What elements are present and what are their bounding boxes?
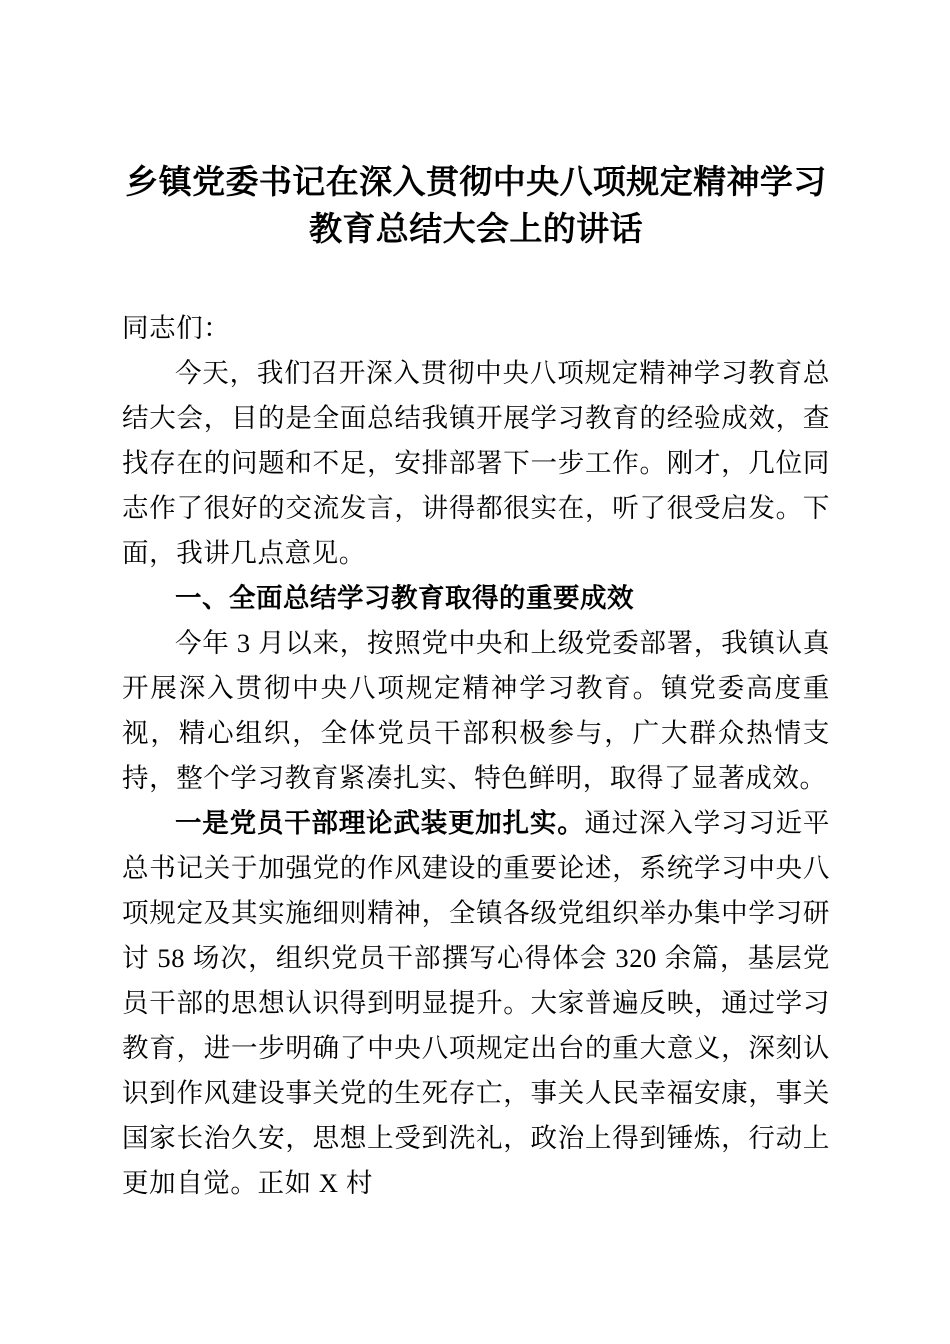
opening-paragraph: 今天，我们召开深入贯彻中央八项规定精神学习教育总结大会，目的是全面总结我镇开展学习教育的经验成效，查找存在的问题和不足，安排部署下一步工作。刚才，几位同志作了很好的交流发言，讲得都很实在，听了很受启发。下面，我讲几点意见。 [122,358,830,568]
point-one-lead: 一是党员干部理论武装更加扎实。 [175,808,585,838]
section-one-intro-paragraph: 今年 3 月以来，按照党中央和上级党委部署，我镇认真开展深入贯彻中央八项规定精神学习教育。镇党委高度重视，精心组织，全体党员干部积极参与，广大群众热情支持，整个学习教育紧凑扎实、特色鲜明，取得了显著成效。 [122,628,830,793]
salutation: 同志们： [122,313,231,343]
page-title: 乡镇党委书记在深入贯彻中央八项规定精神学习教育总结大会上的讲话 [125,165,827,248]
document-content [122,160,830,1206]
point-one-body: 通过深入学习习近平总书记关于加强党的作风建设的重要论述，系统学习中央八项规定及其实施细则精神，全镇各级党组织举办集中学习研讨 58 场次，组织党员干部撰写心得体会 320 余篇，基层党员干部的思想认识得到明显提升。大家普遍反映，通过学习教育，进一步明确了中央八项规定出台的重大意义，深刻认识到作风建设事关党的生死存亡，事关人民幸福安康，事关国家长治久安，思想上受到洗礼，政治上得到锤炼，行动上更加自觉。正如 X 村 [122,808,830,1198]
section-heading-one: 一、全面总结学习教育取得的重要成效 [175,583,634,613]
point-one-paragraph [122,801,830,1206]
